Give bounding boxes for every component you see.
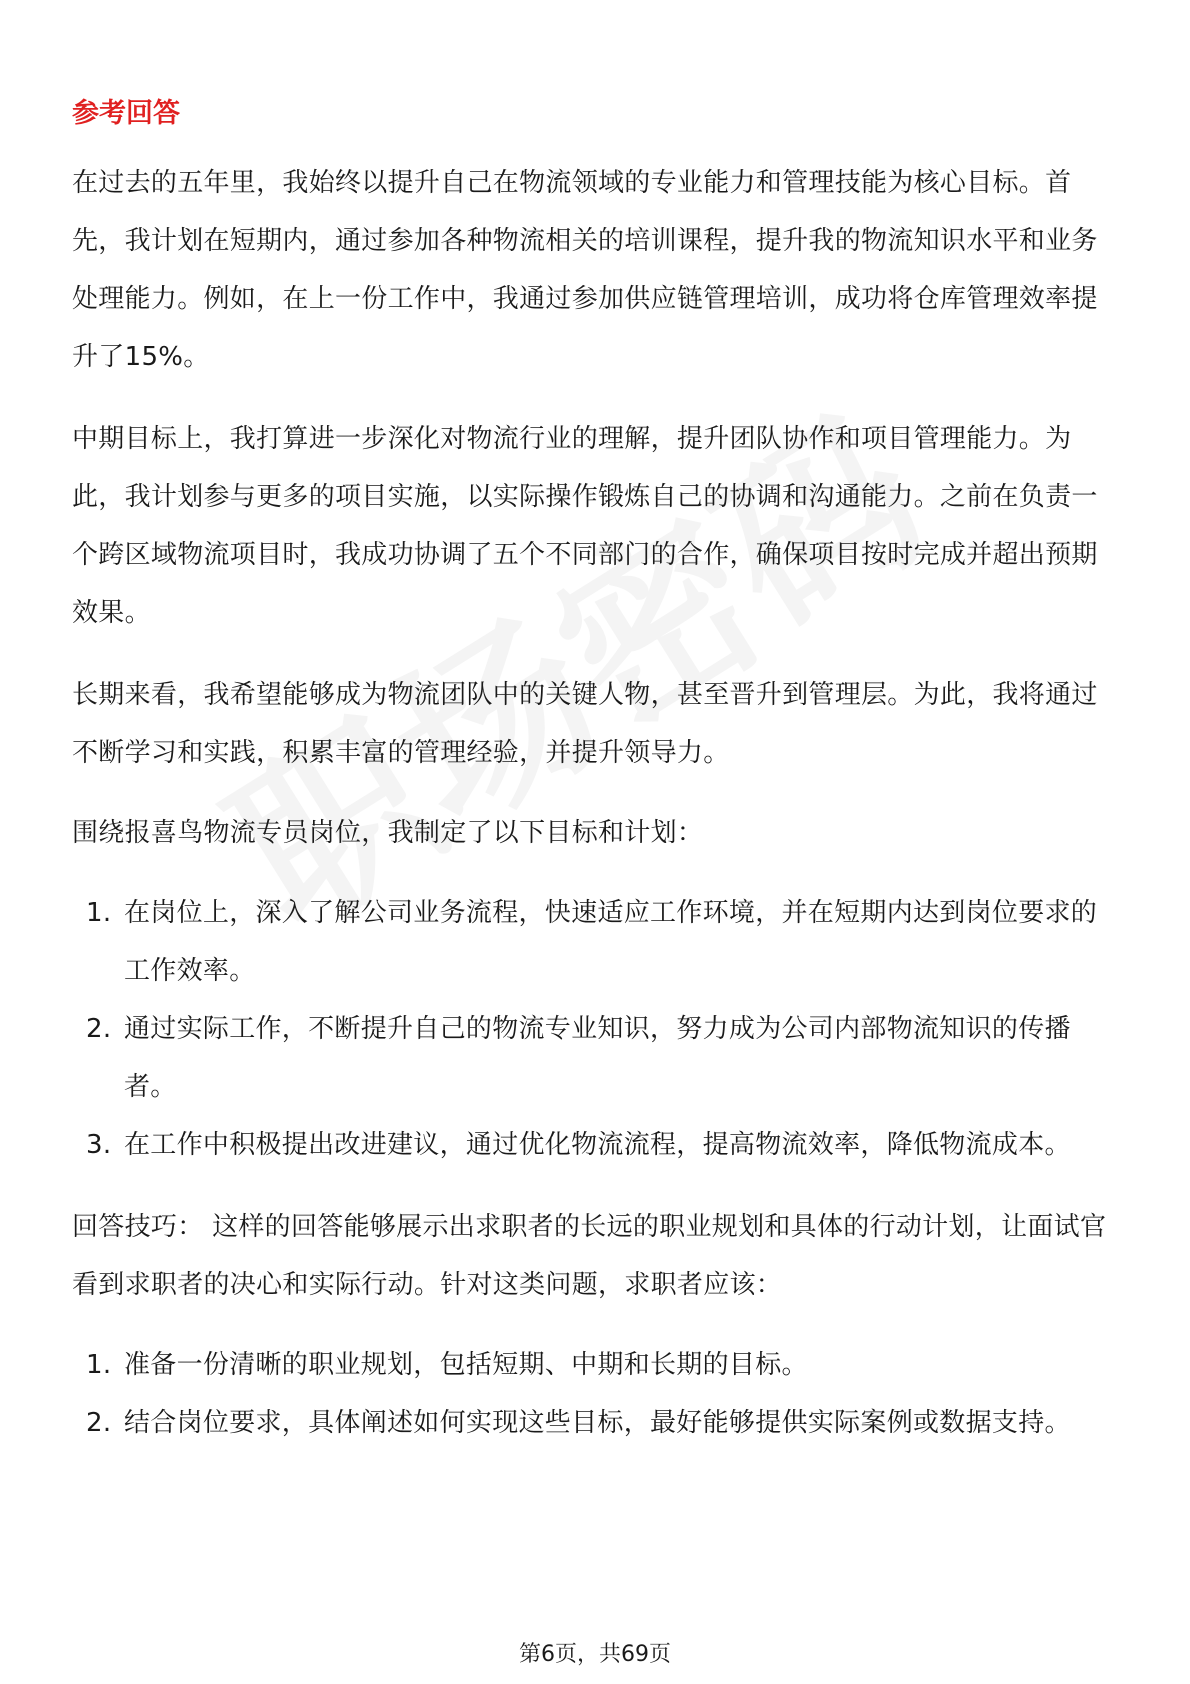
paragraph-plan-intro: 围绕报喜鸟物流专员岗位，我制定了以下目标和计划： [72, 818, 704, 848]
list-item-text: 通过实际工作，不断提升自己的物流专业知识，努力成为公司内部物流知识的传播者。 [124, 1014, 1071, 1102]
paragraph-mid-term: 中期目标上，我打算进一步深化对物流行业的理解，提升团队协作和项目管理能力。为此，我计划参与更多的项目实施，以实际操作锻炼自己的协调和沟通能力。之前在负责一个跨区域物流项目时，我成功协调了五个不同部门的合作，确保项目按时完成并超出预期效果。 [72, 424, 1098, 628]
list-item-number: 2. [86, 1408, 112, 1438]
tips-paragraph: 回答技巧： 这样的回答能够展示出求职者的长远的职业规划和具体的行动计划，让面试官看到求职者的决心和实际行动。针对这类问题，求职者应该： [72, 1212, 1107, 1300]
list-item [72, 1116, 1122, 1174]
list-item-text: 结合岗位要求，具体阐述如何实现这些目标，最好能够提供实际案例或数据支持。 [124, 1408, 1071, 1438]
list-item-text: 准备一份清晰的职业规划，包括短期、中期和长期的目标。 [124, 1350, 808, 1380]
list-item-text: 在工作中积极提出改进建议，通过优化物流流程，提高物流效率，降低物流成本。 [124, 1130, 1071, 1160]
list-item-number: 1. [86, 1350, 112, 1380]
plan-list [72, 884, 1122, 1174]
list-item [72, 884, 1122, 1000]
list-item-number: 1. [86, 898, 112, 928]
list-item-number: 3. [86, 1130, 112, 1160]
tips-list [72, 1336, 1122, 1452]
list-item-text: 在岗位上，深入了解公司业务流程，快速适应工作环境，并在短期内达到岗位要求的工作效率。 [124, 898, 1098, 986]
page-number-footer: 第6页，共69页 [519, 1642, 671, 1667]
list-item [72, 1000, 1122, 1116]
paragraph-long-term: 长期来看，我希望能够成为物流团队中的关键人物，甚至晋升到管理层。为此，我将通过不断学习和实践，积累丰富的管理经验，并提升领导力。 [72, 680, 1098, 768]
paragraph-short-term: 在过去的五年里，我始终以提升自己在物流领域的专业能力和管理技能为核心目标。首先，我计划在短期内，通过参加各种物流相关的培训课程，提升我的物流知识水平和业务处理能力。例如，在上一份工作中，我通过参加供应链管理培训，成功将仓库管理效率提升了15%。 [72, 168, 1098, 372]
list-item-number: 2. [86, 1014, 112, 1044]
section-title: 参考回答 [72, 98, 180, 129]
list-item [72, 1394, 1122, 1452]
content-area [72, 92, 1122, 1476]
list-item [72, 1336, 1122, 1394]
